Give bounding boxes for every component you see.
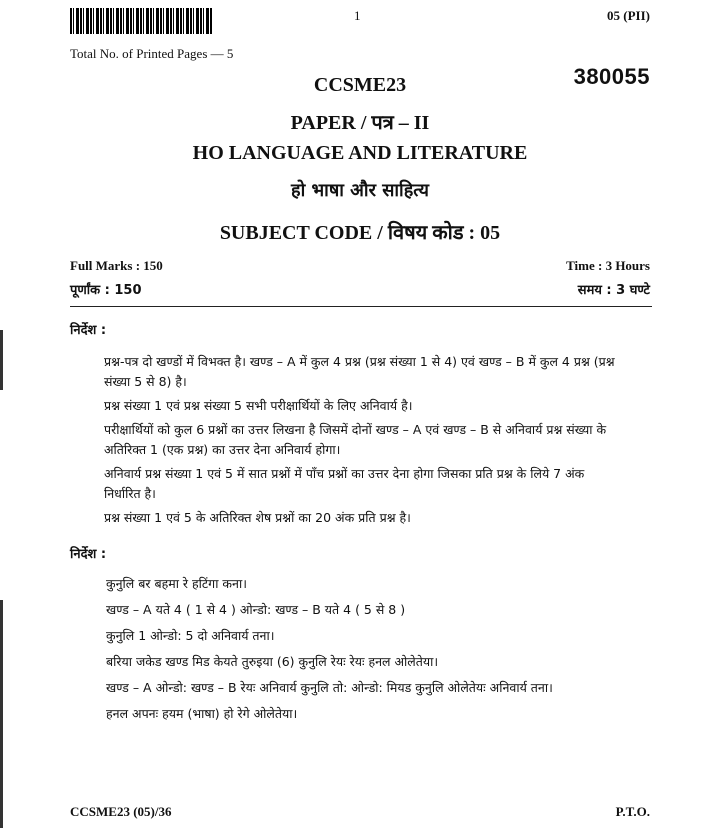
- paper-code-right: 05 (PII): [607, 8, 650, 23]
- footer-code: CCSME23 (05)/36: [70, 804, 172, 819]
- instruction-item-ho: कुनुलि 1 ओन्डो: 5 दो अनिवार्य तना।: [106, 628, 275, 643]
- header-divider: [70, 306, 652, 307]
- subject-code: SUBJECT CODE / विषय कोड : 05: [219, 222, 501, 244]
- instruction-item-ho: कुनुलि बर बहमा रे हटिंगा कना।: [106, 576, 247, 591]
- scan-edge-mark: [0, 600, 3, 828]
- serial-number: 380055: [573, 64, 650, 89]
- barcode: [70, 8, 212, 34]
- footer-pto: P.T.O.: [615, 804, 650, 819]
- instruction-item: प्रश्न-पत्र दो खण्डों में विभक्त है। खण्ड – A में कुल 4 प्रश्न (प्रश्न संख्या 1 से 4) एवं खण्ड – B में कुल 4 प्रश्न (प्रश्न संख्या 5 से 8) है।: [104, 354, 615, 389]
- instructions-hindi-list: [104, 352, 624, 528]
- instructions-ho-list: [106, 574, 606, 724]
- full-marks-hi: पूर्णांक : 150: [70, 283, 142, 298]
- instructions-label-ho: निर्देश :: [70, 547, 107, 562]
- instruction-item-ho: खण्ड – A ओन्डो: खण्ड – B रेयः अनिवार्य कुनुलि तो: ओन्डो: मियड कुनुलि ओलेतेयः अनिवार्य तना।: [106, 680, 553, 695]
- instruction-item: अनिवार्य प्रश्न संख्या 1 एवं 5 में सात प्रश्नों में पाँच प्रश्नों का उत्तर देना होगा जिसका प्रति प्रश्न के लिये 7 अंक निर्धारित है।: [104, 466, 585, 501]
- time-hi: समय : 3 घण्टे: [577, 283, 650, 298]
- instruction-item-ho: बरिया जकेड खण्ड मिड केयते तुरुइया (6) कुनुलि रेयः रेयः हनल ओलेतेया।: [106, 654, 439, 669]
- instruction-item: प्रश्न संख्या 1 एवं 5 के अतिरिक्त शेष प्रश्नों का 20 अंक प्रति प्रश्न है।: [104, 510, 411, 525]
- instruction-item-ho: खण्ड – A यते 4 ( 1 से 4 ) ओन्डो: खण्ड – B यते 4 ( 5 से 8 ): [106, 602, 406, 617]
- paper-title: PAPER / पत्र – II: [290, 112, 430, 134]
- instruction-item-ho: हनल अपनः हयम (भाषा) हो रेगे ओलेतेया।: [106, 706, 298, 721]
- total-pages: Total No. of Printed Pages — 5: [70, 46, 234, 61]
- subject-title-hi: हो भाषा और साहित्य: [291, 180, 429, 201]
- time-en: Time : 3 Hours: [566, 258, 650, 273]
- instruction-item: परीक्षार्थियों को कुल 6 प्रश्नों का उत्तर लिखना है जिसमें दोनों खण्ड – A एवं खण्ड – B से अनिवार्य प्रश्न संख्या के अतिरिक्त 1 (एक प्रश्न) का उत्तर देना अनिवार्य होगा।: [104, 422, 607, 457]
- page-number: 1: [354, 8, 361, 23]
- full-marks-en: Full Marks : 150: [70, 258, 163, 273]
- instructions-label-hindi: निर्देश :: [70, 323, 107, 338]
- subject-title-en: HO LANGUAGE AND LITERATURE: [192, 142, 528, 164]
- paper-code: CCSME23: [313, 74, 407, 96]
- scan-edge-mark: [0, 330, 3, 390]
- instruction-item: प्रश्न संख्या 1 एवं प्रश्न संख्या 5 सभी परीक्षार्थियों के लिए अनिवार्य है।: [104, 398, 413, 413]
